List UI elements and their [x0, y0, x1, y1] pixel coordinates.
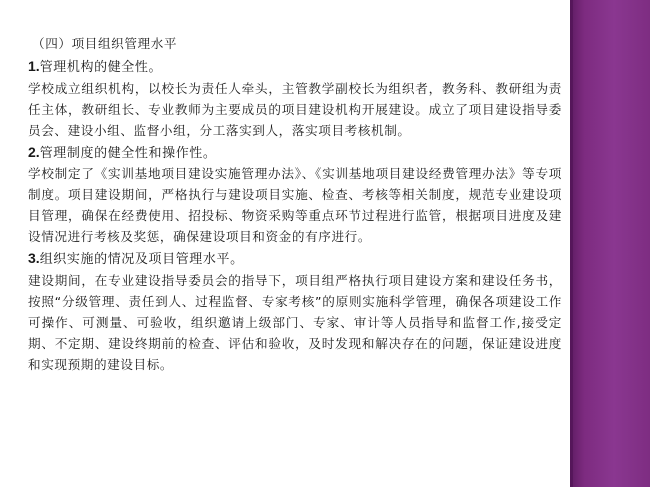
item-body-1: 学校成立组织机构，以校长为责任人牵头，主管教学副校长为组织者，教务科、教研组为责任主体，教研组长、专业教师为主要成员的项目建设机构开展建设。成立了项目建设指导委员会、建设小组、监督小组，分工落实到人，落实项目考核机制。 [28, 80, 562, 138]
item-heading-1 [28, 56, 562, 79]
item-heading-text-1: 管理机构的健全性。 [39, 59, 163, 75]
section-title: （四）项目组织管理水平 [32, 36, 178, 51]
item-heading-text-3: 组织实施的情况及项目管理水平。 [39, 252, 244, 268]
item-heading-3 [28, 248, 562, 271]
item-number-3: 3. [28, 250, 40, 267]
item-number-1: 1. [28, 57, 40, 74]
item-number-2: 2. [28, 143, 40, 160]
item-heading-2 [28, 142, 562, 165]
decorative-side-bar [570, 0, 650, 487]
item-body-3: 建设期间，在专业建设指导委员会的指导下，项目组严格执行项目建设方案和建设任务书，按照“分级管理、责任到人、过程监督、专家考核”的原则实施科学管理，确保各项建设工作可操作、可测量、可验收，组织邀请上级部门、专家、审计等人员指导和监督工作,接受定期、不定期、建设终期前的检查、评估和验收，及时发现和解决存在的问题，保证建设进度和实现预期的建设目标。 [28, 272, 562, 372]
side-bar-edge [570, 0, 573, 487]
item-heading-text-2: 管理制度的健全性和操作性。 [39, 145, 217, 161]
item-body-2: 学校制定了《实训基地项目建设实施管理办法》、《实训基地项目建设经费管理办法》等专项制度。项目建设期间，严格执行与建设项目实施、检查、考核等相关制度，规范专业建设项目管理，确保在经费使用、招投标、物资采购等重点环节过程进行监管，根据项目进度及建设情况进行考核及奖惩，确保建设项目和资金的有序进行。 [28, 166, 562, 245]
slide-content [28, 34, 562, 376]
